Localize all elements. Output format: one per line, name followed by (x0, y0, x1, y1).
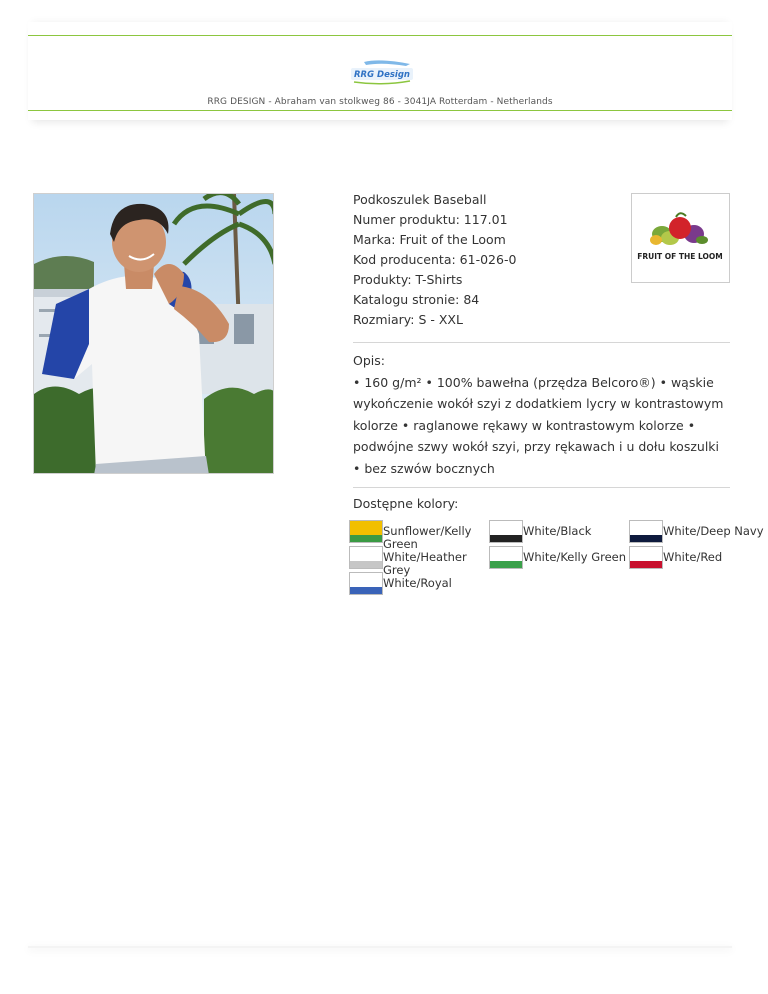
company-address: RRG DESIGN - Abraham van stolkweg 86 - 3041JA Rotterdam - Netherlands (207, 97, 553, 107)
color-option (489, 546, 629, 572)
color-swatch (489, 546, 523, 569)
color-option (629, 546, 768, 572)
manufacturer-code: Kod producenta: 61-026-0 (353, 252, 517, 267)
product-brand: Marka: Fruit of the Loom (353, 232, 506, 247)
product-name: Podkoszulek Baseball (353, 192, 487, 207)
page-header (28, 22, 732, 120)
product-description (353, 350, 728, 479)
svg-text:RRG Design: RRG Design (354, 70, 410, 80)
color-name: White/Royal (383, 576, 452, 590)
description-text: • 160 g/m² • 100% bawełna (przędza Belcoro®) • wąskie wykończenie wokół szyi z dodatkiem lycry w kontrastowym kolorze • raglanowe rękawy w kontrastowym kolorze • podwójne szwy wokół szyi, przy rękawach i u dołu koszulki • bez szwów bocznych (353, 374, 724, 476)
color-name: Sunflower/Kelly Green (383, 524, 472, 551)
color-option (349, 546, 489, 577)
product-category: Produkty: T-Shirts (353, 272, 463, 287)
header-bottom-rule (28, 110, 732, 111)
color-swatch (349, 546, 383, 569)
brand-logo-box (631, 193, 730, 283)
color-swatch (349, 572, 383, 595)
color-option (489, 520, 629, 546)
color-name: White/Red (663, 550, 723, 564)
header-top-rule (28, 35, 732, 36)
color-swatch (349, 520, 383, 543)
footer-rule (28, 946, 732, 948)
rrg-design-logo (350, 60, 414, 86)
color-name: White/Black (523, 524, 592, 538)
model-in-baseball-tee-image (34, 194, 274, 474)
product-photo (33, 193, 274, 474)
catalog-page: Katalogu stronie: 84 (353, 292, 480, 307)
brand-logo-text: FRUIT OF THE LOOM (637, 252, 723, 261)
color-swatch (629, 546, 663, 569)
product-number: Numer produktu: 117.01 (353, 212, 508, 227)
color-name: White/Kelly Green (523, 550, 627, 564)
description-label: Opis: (353, 353, 385, 368)
color-swatch (629, 520, 663, 543)
color-option (629, 520, 768, 546)
color-option (349, 520, 489, 551)
divider (353, 342, 730, 343)
color-swatch (489, 520, 523, 543)
color-name: White/Heather Grey (383, 550, 467, 577)
color-name: White/Deep Navy (663, 524, 764, 538)
colors-label: Dostępne kolory: (353, 496, 459, 511)
fruit-of-the-loom-logo (632, 194, 729, 282)
color-option (349, 572, 489, 598)
divider (353, 487, 730, 488)
product-sizes: Rozmiary: S - XXL (353, 312, 463, 327)
